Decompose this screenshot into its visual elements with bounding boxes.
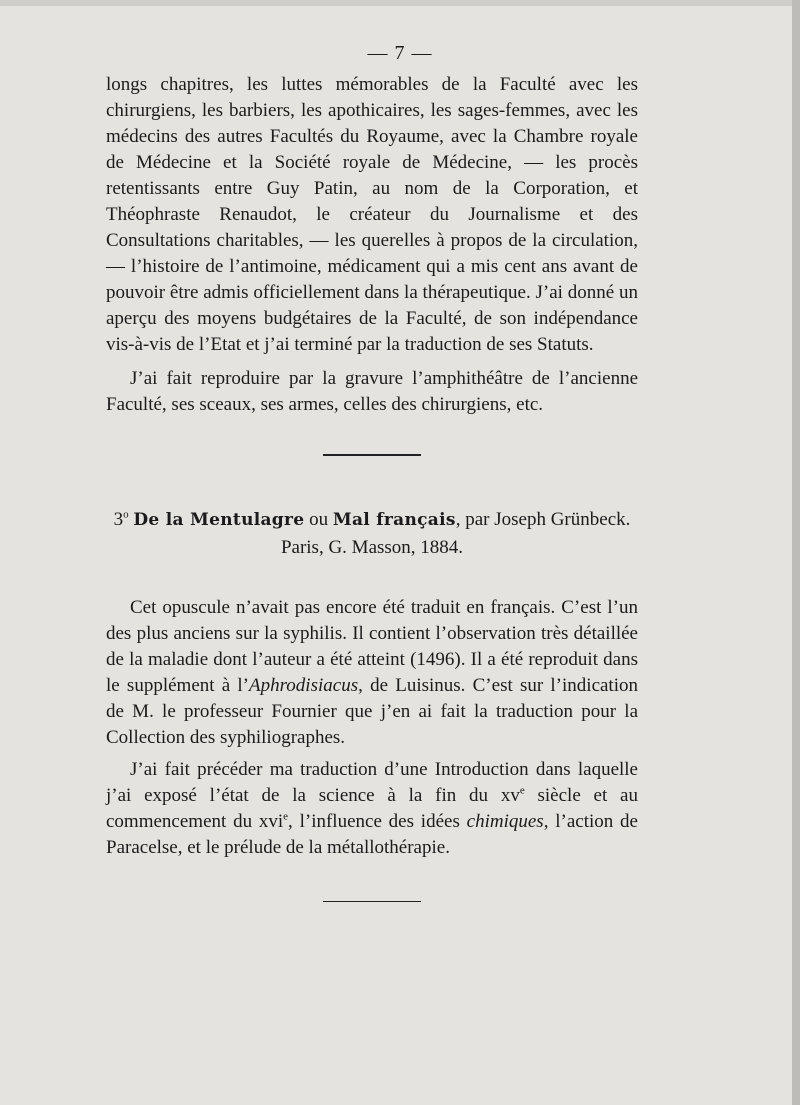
- para2-sup-1: e: [519, 784, 525, 797]
- section2-heading: [106, 506, 638, 561]
- section1-paragraph-1: longs chapitres, les luttes mémorables de la Faculté avec les chirurgiens, les barbiers, les apothicaires, les sages-femmes, avec les médecins des autres Facultés du Royaume, avec la Chambre royale de Médecine et la Société royale de Médecine, — les procès retentissants entre Guy Patin, au nom de la Corporation, et Théophraste Renaudot, le créateur du Journalisme et des Consultations charitables, — les querelles à propos de la circulation, — l’histoire de l’antimoine, médicament qui a mis cent ans avant de pouvoir être admis officiellement dans la thérapeutique. J’ai donné un aperçu des moyens budgétaires de la Faculté, de son indépendance vis-à-vis de l’Etat et j’ai terminé par la traduction de ses Statuts.: [106, 74, 638, 355]
- heading-degree: o: [123, 508, 129, 521]
- text-column: [106, 72, 638, 902]
- heading-title-part2: Mal français: [332, 509, 456, 530]
- heading-publisher: Paris, G. Masson, 1884.: [280, 536, 464, 558]
- para2-century-xv: xv: [500, 784, 520, 806]
- para2-text-a: J’ai fait précéder ma traduction d’une Introduction dans laquelle j’ai exposé l’état de la science à la fin du: [106, 758, 638, 806]
- separator-rule: [323, 454, 421, 456]
- section1-paragraph-2: J’ai fait reproduire par la gravure l’amphithéâtre de l’ancienne Faculté, ses sceaux, ses armes, celles des chirurgiens, etc.: [106, 368, 638, 415]
- para2-italic-word: chimiques: [466, 810, 544, 832]
- para1-italic-title: Aphrodisiacus: [249, 674, 359, 696]
- page-number: — 7 —: [367, 42, 433, 64]
- para1-text-b: , de Luisinus. C’est sur l’indication de M. le professeur Fournier que j’en ai fait la traduction pour la Collection des syphiliographes.: [106, 674, 638, 748]
- para1-text-a: Cet opuscule n’avait pas encore été traduit en français. C’est l’un des plus anciens sur la syphilis. Il contient l’observation très détaillée de la maladie dont l’auteur a été atteint (1496). Il a été reproduit dans le supplément à l’: [106, 596, 638, 696]
- page-right-edge: [792, 0, 800, 1105]
- heading-number: 3: [113, 508, 124, 530]
- para2-sup-2: e: [283, 810, 289, 823]
- section2-paragraph-2: [106, 757, 638, 861]
- para2-text-b: siècle et au commencement du: [106, 784, 638, 832]
- section2-body: [106, 595, 638, 861]
- heading-author: , par Joseph Grünbeck.: [455, 508, 631, 530]
- para2-text-c: , l’influence des idées: [288, 810, 467, 832]
- section2-paragraph-1: [106, 595, 638, 751]
- para2-century-xvi: xvi: [258, 810, 284, 832]
- separator-rule-bottom: [323, 901, 421, 903]
- para2-text-d: , l’action de Paracelse, et le prélude de la métallothérapie.: [106, 810, 638, 858]
- heading-ou: ou: [304, 508, 333, 530]
- heading-title-part1: De la Mentulagre: [133, 509, 305, 530]
- page-top-edge: [0, 0, 800, 6]
